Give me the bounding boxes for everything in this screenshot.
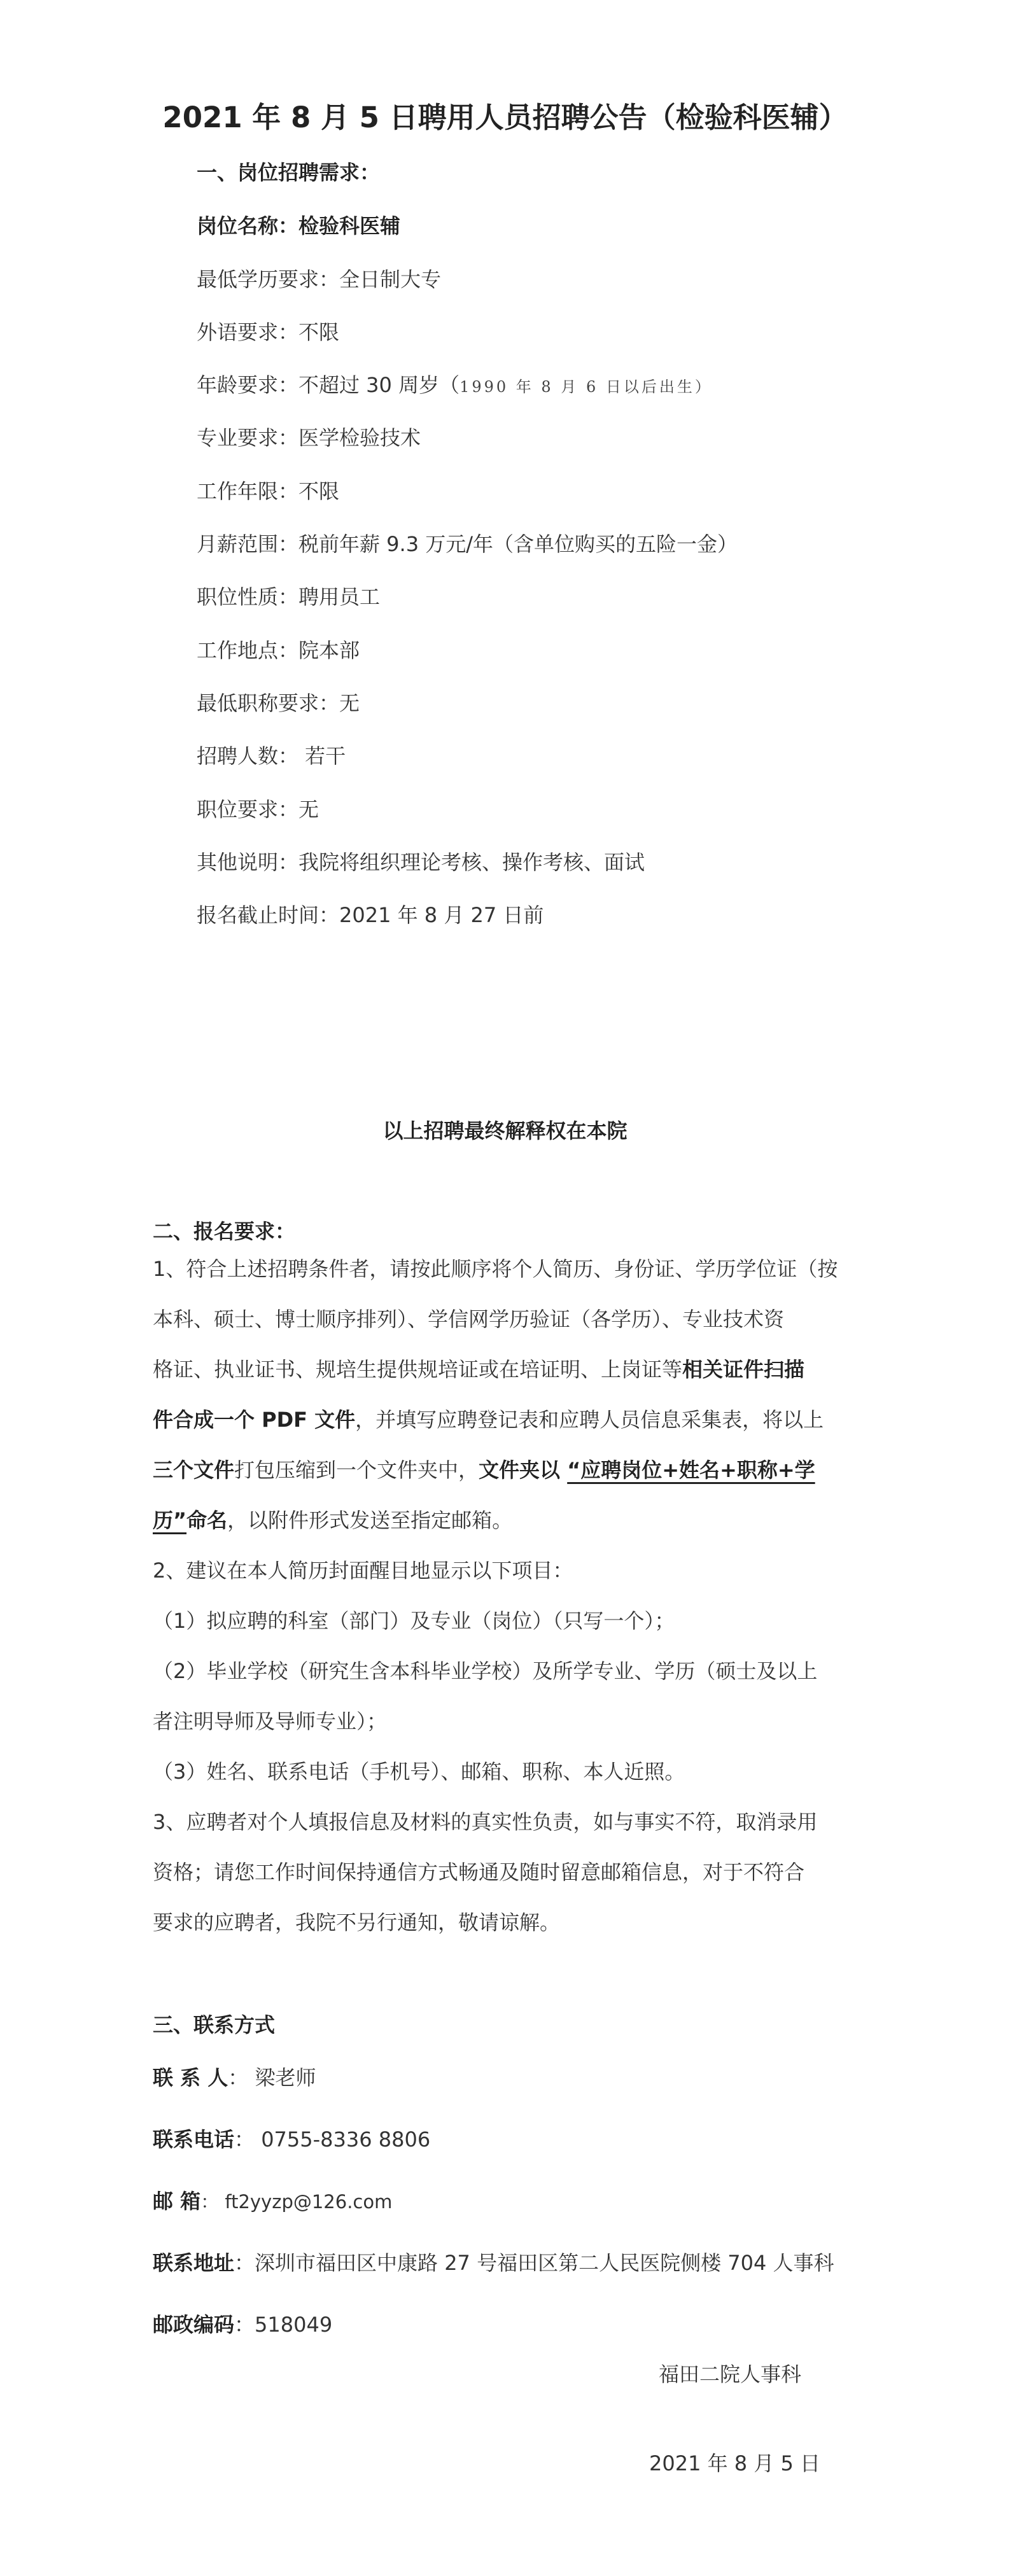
section1-heading: 一、岗位招聘需求：: [197, 160, 381, 185]
address-label: 联系地址: [153, 2251, 235, 2275]
postcode-label: 邮政编码: [153, 2313, 235, 2337]
req2-item2-line2: 者注明导师及导师专业）；: [153, 1709, 388, 1733]
req2-item2-line1: （2）毕业学校（研究生含本科毕业学校）及所学专业、学历（硕士及以上: [153, 1659, 818, 1683]
email-value: ： ft2yyzp@126.com: [200, 2191, 393, 2213]
age-note: 1990 年 8 月 6 日以后出生）: [459, 378, 713, 396]
contact-person-row: [153, 2062, 316, 2091]
final-interpretation-note: 以上招聘最终解释权在本院: [382, 1119, 628, 1143]
req3-line1: 3、应聘者对个人填报信息及材料的真实性负责，如与事实不符，取消录用: [153, 1810, 818, 1834]
age-row: [197, 369, 713, 398]
page-title: 2021 年 8 月 5 日聘用人员招聘公告（检验科医辅）: [162, 101, 848, 134]
contact-person-label: 联 系 人: [153, 2066, 228, 2090]
req1-line1: 1、符合上述招聘条件者，请按此顺序将个人简历、身份证、学历学位证（按: [153, 1257, 838, 1281]
position-row: [197, 210, 400, 239]
phone-value: ： 0755-8336 8806: [234, 2127, 431, 2152]
address-value: ：深圳市福田区中康路 27 号福田区第二人民医院侧楼 704 人事科: [234, 2251, 834, 2275]
experience-row: 工作年限：不限: [197, 479, 340, 503]
req1-line4-text: ，并填写应聘登记表和应聘人员信息采集表，将以上: [355, 1408, 824, 1432]
job-requirement-row: 职位要求：无: [197, 797, 319, 822]
req1-line5-bold2: 文件夹以: [479, 1458, 568, 1482]
salary-row: 月薪范围：税前年薪 9.3 万元/年（含单位购买的五险一金）: [197, 532, 738, 556]
location-row: 工作地点：院本部: [197, 638, 360, 662]
req1-line4: [153, 1404, 824, 1433]
email-label: 邮 箱: [153, 2189, 201, 2213]
headcount-row: 招聘人数： 若干: [197, 744, 346, 768]
other-notes-row: 其他说明：我院将组织理论考核、操作考核、面试: [197, 850, 645, 874]
req1-line6-underlined: 历”: [153, 1508, 187, 1532]
position-label: 岗位名称：: [197, 214, 299, 238]
postcode-row: [153, 2309, 332, 2338]
signature-org: 福田二院人事科: [659, 2362, 802, 2386]
signature-date: 2021 年 8 月 5 日: [649, 2451, 821, 2475]
phone-row: [153, 2124, 430, 2153]
nature-row: 职位性质：聘用员工: [197, 585, 381, 609]
contact-person-value: ： 梁老师: [228, 2066, 316, 2090]
req1-line6-text: ，以附件形式发送至指定邮箱。: [227, 1508, 513, 1532]
req1-line5: [153, 1454, 815, 1483]
education-row: 最低学历要求：全日制大专: [197, 267, 442, 291]
phone-label: 联系电话: [153, 2127, 235, 2152]
req1-line6-bold: 命名: [186, 1508, 228, 1532]
postcode-value: ：518049: [234, 2313, 333, 2337]
req2-item1: （1）拟应聘的科室（部门）及专业（岗位）（只写一个）；: [153, 1609, 675, 1633]
req3-line2: 资格；请您工作时间保持通信方式畅通及随时留意邮箱信息，对于不符合: [153, 1860, 805, 1884]
req1-folder-name-format: “应聘岗位+姓名+职称+学: [567, 1458, 815, 1482]
title-requirement-row: 最低职称要求：无: [197, 691, 360, 715]
req1-line5-text: 打包压缩到一个文件夹中，: [234, 1458, 479, 1482]
deadline-row: 报名截止时间：2021 年 8 月 27 日前: [197, 903, 544, 927]
req1-line6: [153, 1504, 512, 1534]
req1-line2: 本科、硕士、博士顺序排列）、学信网学历验证（各学历）、专业技术资: [153, 1307, 785, 1331]
age-text: 年龄要求：不超过 30 周岁（: [197, 373, 460, 397]
req3-line3: 要求的应聘者，我院不另行通知，敬请谅解。: [153, 1910, 561, 1935]
req1-line3: [153, 1354, 804, 1383]
req1-line3-text: 格证、执业证书、规培生提供规培证或在培证明、上岗证等: [153, 1357, 683, 1382]
section3-heading: 三、联系方式: [153, 2013, 276, 2037]
language-row: 外语要求：不限: [197, 320, 340, 344]
section2-heading: 二、报名要求：: [153, 1219, 296, 1243]
req1-line5-bold: 三个文件: [153, 1458, 235, 1482]
major-row: 专业要求：医学检验技术: [197, 426, 421, 450]
address-row: [153, 2247, 834, 2276]
req2-item3: （3）姓名、联系电话（手机号）、邮箱、职称、本人近照。: [153, 1760, 685, 1784]
req2-line: 2、建议在本人简历封面醒目地显示以下项目：: [153, 1558, 573, 1583]
position-value: 检验科医辅: [298, 214, 401, 238]
email-row: [153, 2185, 392, 2215]
req1-line4-bold: 件合成一个 PDF 文件: [153, 1408, 356, 1432]
req1-line3-bold: 相关证件扫描: [682, 1357, 805, 1382]
